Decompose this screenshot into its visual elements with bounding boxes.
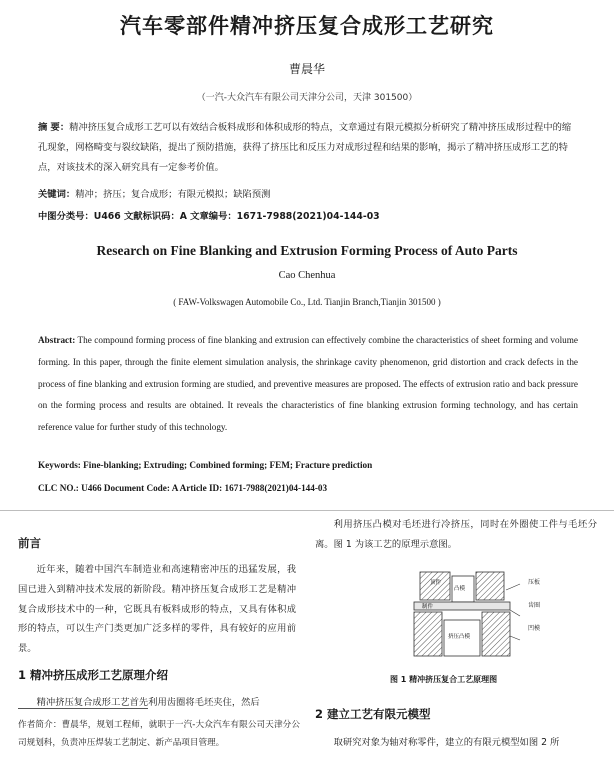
en-author: Cao Chenhua <box>278 270 336 281</box>
cn-class-line: 中图分类号：U466 文献标识码：A 文章编号：1671-7988(2021)04-144-03 <box>38 211 380 222</box>
label-extrusion-punch: 挤压凸模 <box>448 634 471 640</box>
cn-keywords <box>38 186 598 200</box>
label-workpiece: 制件 <box>422 604 434 610</box>
cn-title: 汽车零部件精冲挤压复合成形工艺研究 <box>120 14 494 38</box>
cn-abstract-text: 精冲挤压复合成形工艺可以有效结合板料成形和体积成形的特点，文章通过有限元模拟分析研究了精冲挤压成形过程中的缩孔现象，网格畸变与裂纹缺陷，提出了预防措施，获得了挤压比和反压力对成形过程和结果的影响，揭示了精冲挤压成形工艺的特点，对该技术的深入研究具有一定参考价值。 <box>38 122 572 173</box>
section-divider <box>0 510 614 511</box>
author-footnote: 作者简介：曹晨华，规划工程师，就职于一汽-大众汽车有限公司天津分公司规划科，负责冲压焊装工艺制定、新产品项目管理。 <box>18 720 300 748</box>
figure-1-schematic <box>400 570 530 660</box>
en-abstract-text: The compound forming process of fine blanking and extrusion can effectively combine the characteristics of sheet forming and volume forming. In this paper, through the finite element simulation analysis, the shrinkage cavity phenomenon, grid distortion and crack defects in the process of fine blanking and extrusion forming are studied, and preventive measures are proposed. The effects of extrusion ratio and back pressure on the forming process and results are obtained. It reveals the characteristics of fine blanking extrusion forming technology, and has certain reference value for further study of this technology. <box>38 335 578 433</box>
section-intro-title: 前言 <box>18 536 41 550</box>
en-abstract <box>38 330 578 439</box>
upper-die-shape <box>476 572 504 600</box>
footnote-rule <box>18 708 148 709</box>
cn-affiliation: （一汽-大众汽车有限公司天津分公司，天津 301500） <box>196 93 418 103</box>
section-1-text: 精冲挤压复合成形工艺首先利用齿圈将毛坯夹住，然后 <box>36 697 260 708</box>
lower-die-right <box>482 612 510 656</box>
section-1-title: 1 精冲挤压成形工艺原理介绍 <box>18 668 169 682</box>
figure-right-labels <box>528 578 558 633</box>
cn-author: 曹晨华 <box>288 62 325 76</box>
section-intro-text: 近年来，随着中国汽车制造业和高速精密冲压的迅猛发展，我国已进入到精冲技术发展的新阶段。精冲挤压复合成形工艺是精冲复合成形技术中的一种，它既具有板料成形的特点，又具有体积成形的特点，可以生产门类更加广泛多样的零件，具有较好的应用前景。 <box>18 564 296 655</box>
en-class-line: CLC NO.: U466 Document Code: A Article ID: 1671-7988(2021)04-144-03 <box>38 483 328 493</box>
cn-abstract <box>38 118 578 178</box>
section-2-title: 2 建立工艺有限元模型 <box>315 707 431 721</box>
figure-1-caption: 图 1 精冲挤压复合工艺原理图 <box>390 675 498 684</box>
label-counter-punch: 顶件 <box>430 580 442 586</box>
label-blank-holder: 压板 <box>528 579 541 586</box>
cn-keywords-label: 关键词： <box>38 189 76 200</box>
en-keywords <box>38 460 372 470</box>
en-affiliation: ( FAW-Volkswagen Automobile Co., Ltd. Tianjin Branch,Tianjin 301500 ) <box>173 297 441 307</box>
right-col-text-top: 利用挤压凸模对毛坯进行冷挤压，同时在外圈使工件与毛坯分离。图 1 为该工艺的原理示意图。 <box>315 519 597 550</box>
cn-abstract-label: 摘 要： <box>38 122 70 133</box>
lower-die-left <box>414 612 442 656</box>
en-title: Research on Fine Blanking and Extrusion Forming Process of Auto Parts <box>96 243 518 258</box>
blank-holder-shape <box>420 572 450 600</box>
en-abstract-label: Abstract: <box>38 335 76 345</box>
label-die: 凹模 <box>528 625 541 632</box>
en-keywords-label: Keywords: <box>38 460 81 470</box>
section-2-text: 取研究对象为轴对称零件，建立的有限元模型如图 2 所 <box>333 737 560 748</box>
label-ring-gear: 齿圈 <box>528 602 541 609</box>
cn-keywords-text: 精冲；挤压；复合成形；有限元模拟；缺陷预测 <box>75 189 271 200</box>
en-keywords-text: Fine-blanking; Extruding; Combined forming; FEM; Fracture prediction <box>80 460 373 470</box>
label-punch: 凸模 <box>454 586 466 592</box>
